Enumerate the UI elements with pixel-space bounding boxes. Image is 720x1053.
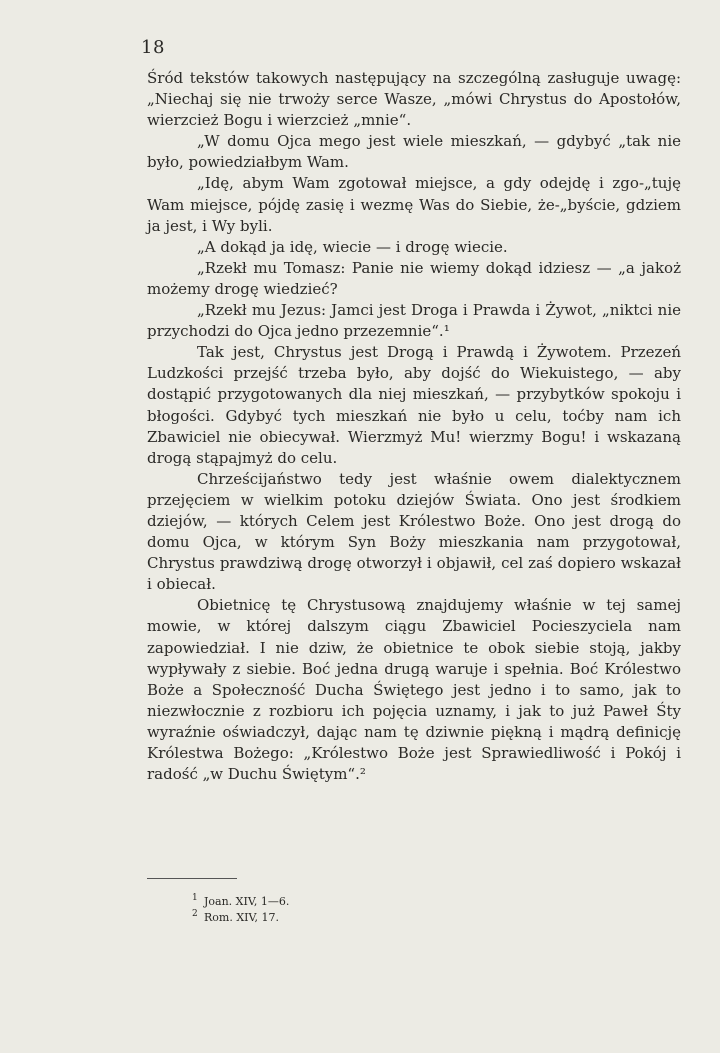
paragraph: „W domu Ojca mego jest wiele mieszkań, — gdybyć „tak nie było, powiedziałbym Wam. — [147, 132, 681, 172]
paragraph: „Idę, abym Wam zgotował miejsce, a gdy odejdę i zgo-„tuję Wam miejsce, pójdę zasię i wezmę Was do Siebie, że-„byście, gdziem ja jest, i Wy byli. — [147, 174, 681, 235]
footnotes — [192, 894, 289, 926]
footnote: 1 Joan. XIV, 1—6. — [192, 893, 290, 908]
footnote-text: Rom. XIV, 17. — [204, 911, 280, 924]
page-number: 18 — [141, 37, 165, 58]
paragraph: Chrześcijaństwo tedy jest właśnie owem dialektycznem przejęciem w wielkim potoku dziejów Świata. Ono jest środkiem dziejów, — których Celem jest Królestwo Boże. Ono jest drogą do domu Ojca, w którym Syn Boży mieszkania nam przygotował, Chrystus prawdziwą drogę otworzył i objawił, cel zaś dopiero wskazał i obiecał. — [147, 469, 681, 594]
paragraph: Tak jest, Chrystus jest Drogą i Prawdą i Żywotem. Przezeń Ludzkości przejść trzeba było, aby dojść do Wiekuistego, — aby dostąpić przygotowanych dla niej mieszkań, — przybytków spokoju i błogości. Gdybyć tych mieszkań nie było u celu, toćby nam ich Zbawiciel nie obiecywał. Wierzmyż Mu! wierzmy Bogu! i wskazaną drogą stąpajmyż do celu. — [147, 343, 681, 467]
paragraph: „Rzekł mu Tomasz: Panie nie wiemy dokąd idziesz — „a jakoż możemy drogę wiedzieć? — [147, 258, 681, 298]
paragraph: „A dokąd ja idę, wiecie — i drogę wiecie. — [197, 237, 508, 256]
paragraph: Obietnicę tę Chrystusową znajdujemy właśnie w tej samej mowie, w której dalszym ciągu Zbawiciel Pocieszyciela nam zapowiedział. I nie dziw, że obietnice te obok siebie stoją, jakby wypływały z siebie. Boć jedna drugą waruje i spełnia. Boć Królestwo Boże a Społeczność Ducha Świętego jest jedno i to samo, jak to niezwłocznie z rozbioru ich pojęcia uznamy, i jak to już Paweł Śty wyraźnie oświadczył, dając nam tę dziwnie piękną i mądrą definicję Królestwa Bożego: „Królestwo Boże jest Sprawiedliwość i Pokój i radość „w Duchu Świętym“.² — [147, 596, 681, 784]
footnote-text: Joan. XIV, 1—6. — [204, 895, 290, 908]
footnote-divider — [147, 878, 237, 879]
main-text — [147, 68, 681, 785]
paragraph: Śród tekstów takowych następujący na szczególną zasługuje uwagę: „Niechaj się nie trwoży serce Wasze, „mówi Chrystus do Apostołów, wierzcież Bogu i wierzcież „mnie“. — [147, 69, 681, 130]
paragraph: „Rzekł mu Jezus: Jamci jest Droga i Prawda i Żywot, „niktci nie przychodzi do Ojca jedno przezemnie“.¹ — [147, 301, 681, 341]
footnote: 2 Rom. XIV, 17. — [192, 909, 280, 924]
